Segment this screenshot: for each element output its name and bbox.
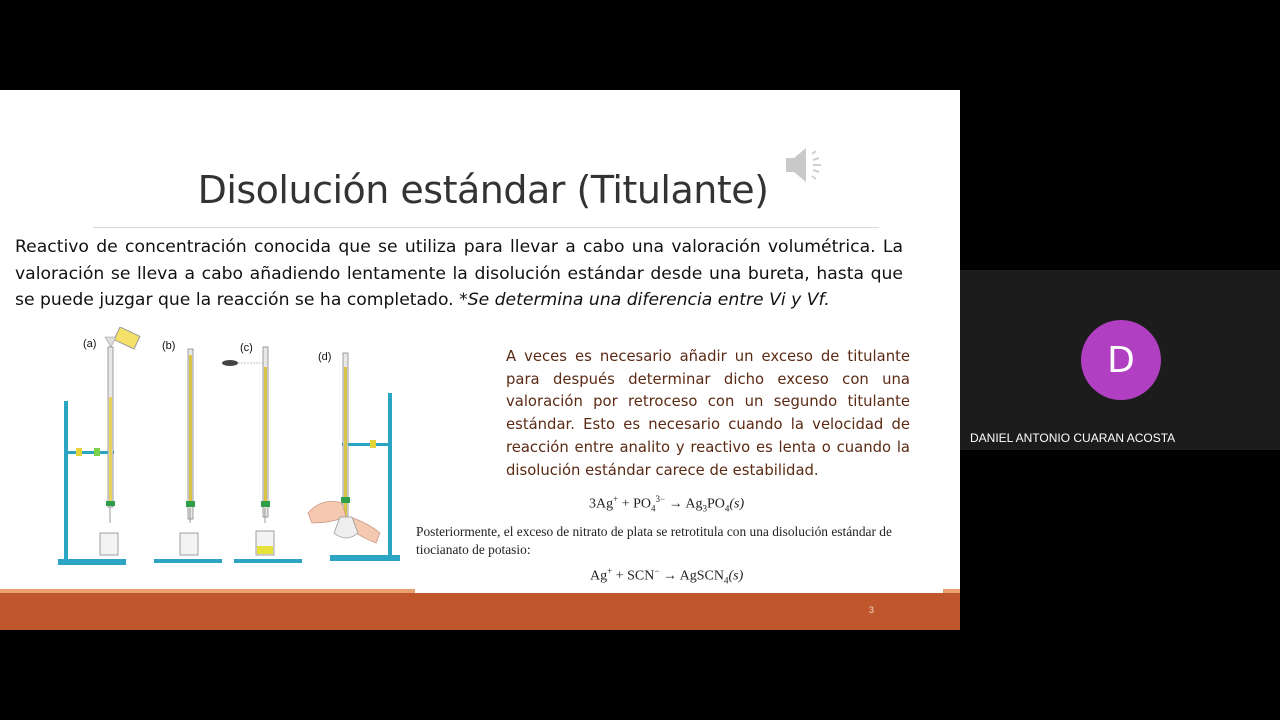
burette-b <box>154 349 222 563</box>
body-main: Reactivo de concentración conocida que se utiliza para llevar a cabo una valoración volumétrica. La valoración se lleva a cabo añadiendo lentamente la disolución estándar desde una bureta, hasta que se puede juzgar que la reacción se ha completado. <box>15 237 903 310</box>
equation-silver-thiocyanate: Ag+ + SCN− → AgSCN$_4$(s) <box>590 566 744 586</box>
slide-title: Disolución estándar (Titulante) <box>197 168 769 212</box>
slide-footer <box>0 593 960 630</box>
stand-d <box>308 353 400 561</box>
side-paragraph: A veces es necesario añadir un exceso de titulante para después determinar dicho exceso con una valoración por retroceso con un segundo titulante estándar. Esto es necesario cuando la velocidad de reacción entre analito y reactivo es lenta o cuando la disolución estándar carece de estabilidad. <box>506 348 910 479</box>
stand-a <box>58 327 140 565</box>
body-italic-note: *Se determina una diferencia entre Vi y Vf. <box>459 290 830 310</box>
title-divider <box>93 227 879 228</box>
burette-figure <box>50 327 410 577</box>
equation-silver-phosphate: $3Ag^+ + PO_4^{3-} \to Ag_3PO_4(s)$ <box>589 494 745 514</box>
participant-tile[interactable] <box>960 270 1280 450</box>
avatar: D <box>1081 320 1161 400</box>
fig-label-d: (d) <box>318 351 332 363</box>
fig-label-c: (c) <box>240 342 253 354</box>
burette-c <box>222 347 302 563</box>
participant-name: DANIEL ANTONIO CUARAN ACOSTA <box>970 431 1176 445</box>
body-text <box>15 234 903 314</box>
slide <box>0 90 960 630</box>
fig-label-b: (b) <box>162 340 176 352</box>
back-titration-paragraph: Posteriormente, el exceso de nitrato de plata se retrotitula con una disolución estándar de tiocianato de potasio: <box>416 524 892 557</box>
speaker-icon[interactable] <box>782 142 832 188</box>
fig-label-a: (a) <box>83 338 97 350</box>
page-number: 3 <box>869 605 875 615</box>
